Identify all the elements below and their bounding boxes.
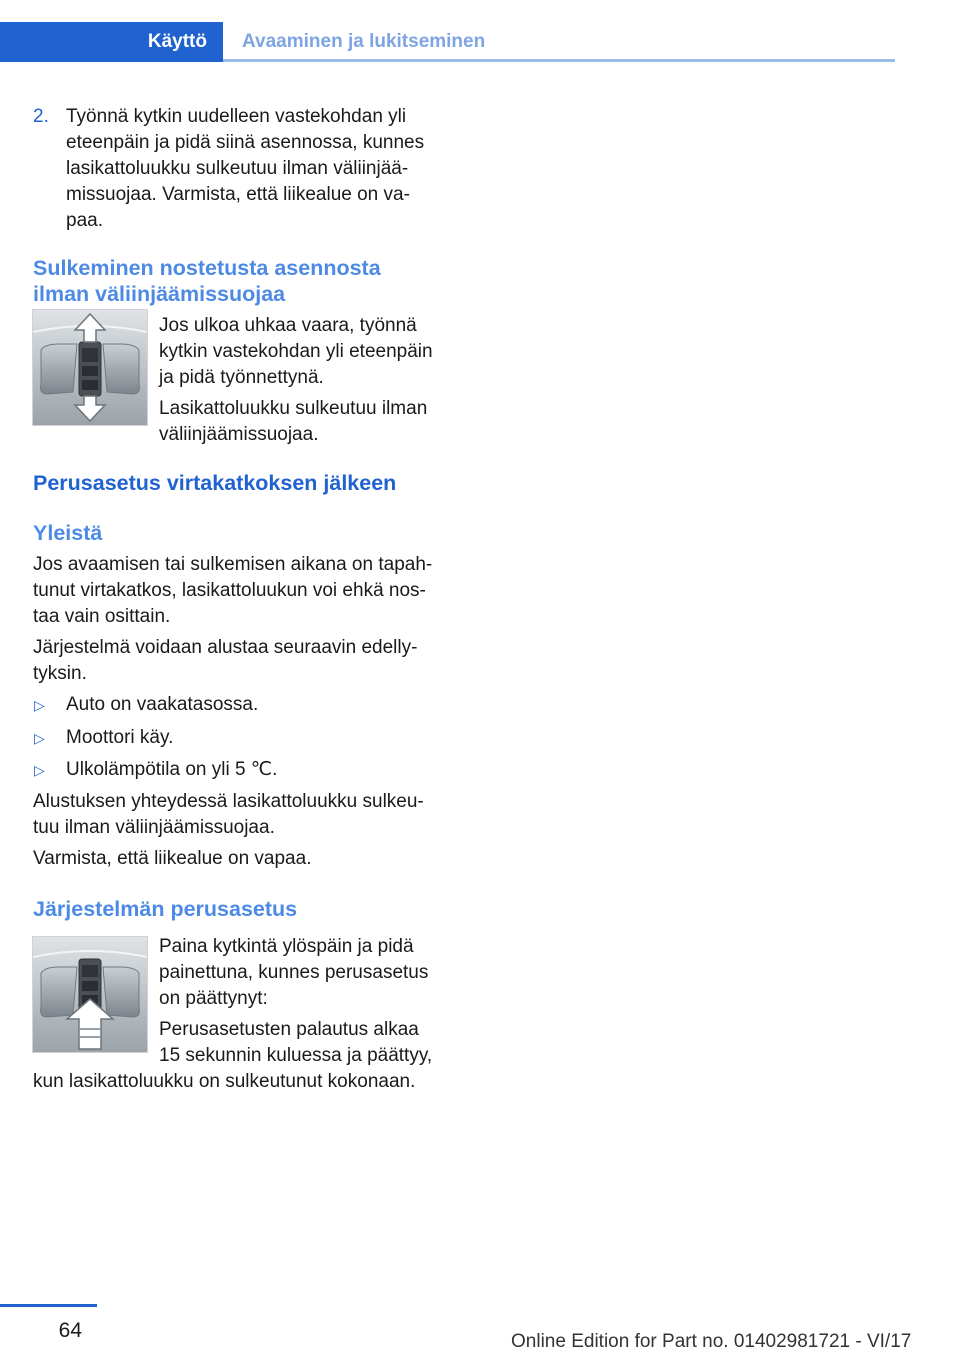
- step-line: missuojaa. Varmista, että liikealue on va-: [66, 184, 410, 205]
- step-number: 2.: [33, 106, 49, 127]
- step-line: paa.: [66, 210, 103, 231]
- paragraph-line: Järjestelmä voidaan alustaa seuraavin edelly-: [33, 637, 418, 658]
- header-rule: [223, 59, 895, 62]
- paragraph-line: ja pidä työnnettynä.: [159, 367, 324, 388]
- footer-rule: [0, 1304, 97, 1307]
- section-heading: ilman väliinjäämissuojaa: [33, 282, 286, 306]
- paragraph-line: Varmista, että liikealue on vapaa.: [33, 848, 312, 869]
- step-line: Työnnä kytkin uudelleen vastekohdan yli: [66, 106, 407, 127]
- section-heading: Perusasetus virtakatkoksen jälkeen: [33, 471, 397, 495]
- step-line: lasikattoluukku sulkeutuu ilman väliinjää-: [66, 158, 409, 179]
- page-header: [0, 22, 895, 62]
- paragraph-line: kun lasikattoluukku on sulkeutunut kokonaan.: [33, 1071, 416, 1092]
- subsection-heading: Yleistä: [33, 521, 103, 545]
- bullet-triangle-icon: ▷: [34, 762, 45, 778]
- paragraph-line: Perusasetusten palautus alkaa: [159, 1019, 419, 1040]
- switch-push-forward-figure: [32, 309, 148, 426]
- paragraph-line: Lasikattoluukku sulkeutuu ilman: [159, 398, 428, 419]
- paragraph-line: 15 sekunnin kuluessa ja päättyy,: [159, 1045, 433, 1066]
- paragraph-line: Paina kytkintä ylöspäin ja pidä: [159, 936, 414, 957]
- paragraph-line: tyksin.: [33, 663, 87, 684]
- roof-switch-illustration: [33, 310, 147, 425]
- paragraph-line: tuu ilman väliinjäämissuojaa.: [33, 817, 275, 838]
- paragraph-line: taa vain osittain.: [33, 606, 171, 627]
- subsection-heading: Järjestelmän perusasetus: [33, 897, 298, 921]
- paragraph-line: Alustuksen yhteydessä lasikattoluukku sulkeu-: [33, 791, 424, 812]
- paragraph-line: on päättynyt:: [159, 988, 268, 1009]
- paragraph-line: väliinjäämissuojaa.: [159, 424, 319, 445]
- edition-note: Online Edition for Part no. 01402981721 - VI/17: [511, 1331, 912, 1352]
- list-item: Moottori käy.: [66, 727, 174, 748]
- paragraph-line: Jos avaamisen tai sulkemisen aikana on tapah-: [33, 554, 433, 575]
- roof-switch-illustration: [33, 937, 147, 1052]
- page-number: 64: [58, 1319, 82, 1342]
- paragraph-line: painettuna, kunnes perusasetus: [159, 962, 429, 983]
- list-item: Auto on vaakatasossa.: [66, 694, 259, 715]
- section-heading: Sulkeminen nostetusta asennosta: [33, 256, 381, 280]
- list-item: Ulkolämpötila on yli 5 ℃.: [66, 759, 278, 780]
- switch-push-up-figure: [32, 936, 148, 1053]
- paragraph-line: Jos ulkoa uhkaa vaara, työnnä: [159, 315, 417, 336]
- chapter-title: Avaaminen ja lukitseminen: [242, 31, 486, 52]
- step-line: eteenpäin ja pidä siinä asennossa, kunnes: [66, 132, 425, 153]
- paragraph-line: tunut virtakatkos, lasikattoluukun voi ehkä nos-: [33, 580, 426, 601]
- section-tab: Käyttö: [0, 22, 223, 62]
- paragraph-line: kytkin vastekohdan yli eteenpäin: [159, 341, 433, 362]
- bullet-triangle-icon: ▷: [34, 697, 45, 713]
- bullet-triangle-icon: ▷: [34, 730, 45, 746]
